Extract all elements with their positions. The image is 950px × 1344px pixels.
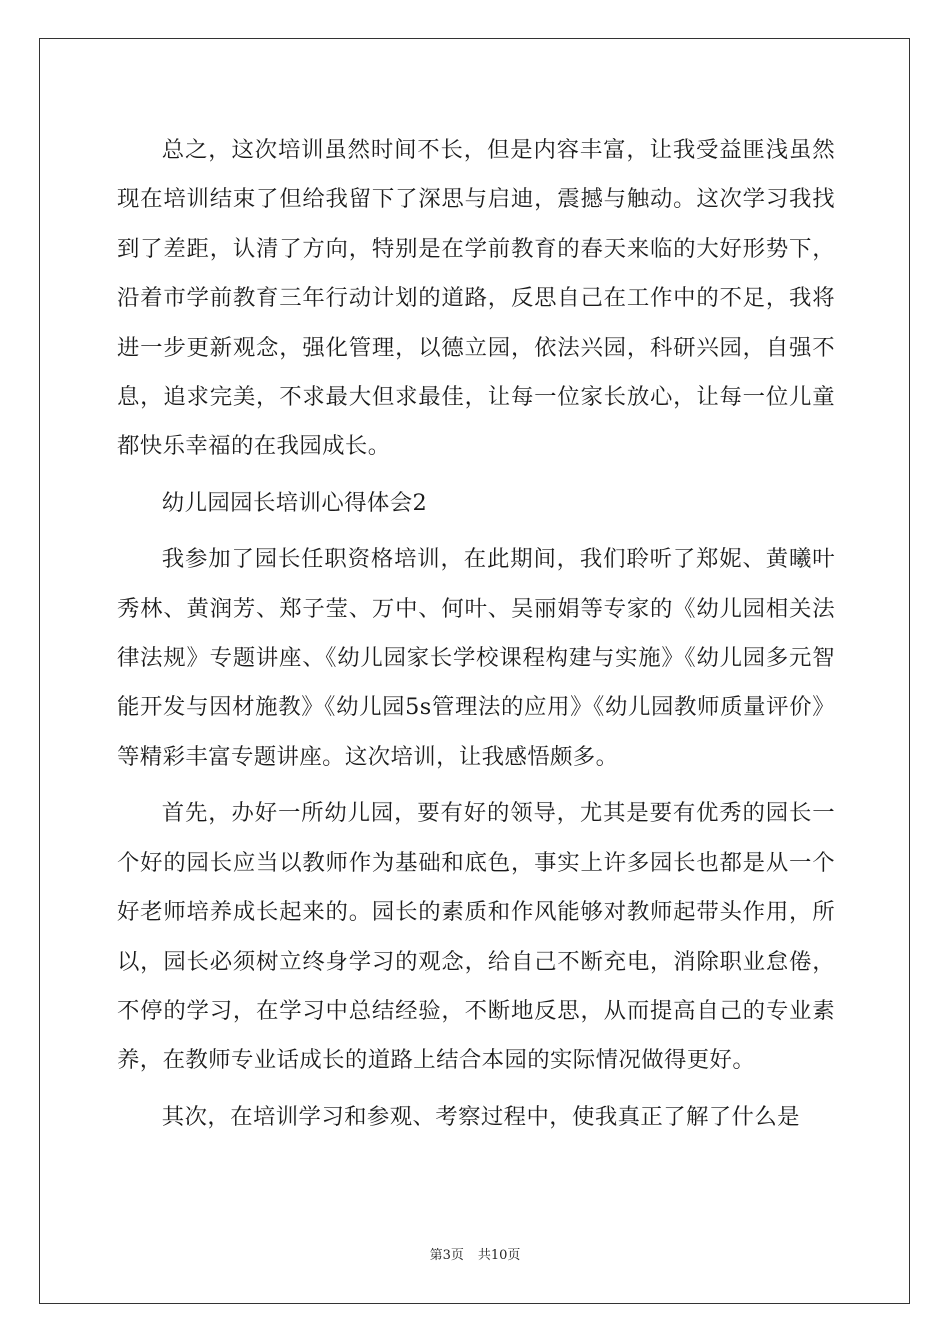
document-body <box>117 126 835 1142</box>
section-heading: 幼儿园园长培训心得体会2 <box>161 489 428 516</box>
paragraph-second-point: 其次，在培训学习和参观、考察过程中，使我真正了解了什么是 <box>161 1103 800 1130</box>
page-total: 共10页 <box>477 1248 521 1263</box>
paragraph-conclusion: 总之，这次培训虽然时间不长，但是内容丰富，让我受益匪浅虽然现在培训结束了但给我留下了深思与启迪，震撼与触动。这次学习我找到了差距，认清了方向，特别是在学前教育的春天来临的大好形势下，沿着市学前教育三年行动计划的道路，反思自己在工作中的不足，我将进一步更新观念，强化管理，以德立园，依法兴园，科研兴园，自强不息，追求完美，不求最大但求最佳，让每一位家长放心，让每一位儿童都快乐幸福的在我园成长。 <box>117 137 835 460</box>
page-number: 第3页 <box>429 1248 464 1263</box>
paragraph-training-intro: 我参加了园长任职资格培训，在此期间，我们聆听了郑妮、黄曦叶秀林、黄润芳、郑子莹、万中、何叶、吴丽娟等专家的《幼儿园相关法律法规》专题讲座、《幼儿园家长学校课程构建与实施》《幼儿园多元智能开发与因材施教》《幼儿园5s管理法的应用》《幼儿园教师质量评价》等精彩丰富专题讲座。这次培训，让我感悟颇多。 <box>117 546 835 770</box>
paragraph-first-point: 首先，办好一所幼儿园，要有好的领导，尤其是要有优秀的园长一个好的园长应当以教师作为基础和底色，事实上许多园长也都是从一个好老师培养成长起来的。园长的素质和作风能够对教师起带头作用，所以，园长必须树立终身学习的观念，给自己不断充电，消除职业怠倦，不停的学习，在学习中总结经验，不断地反思，从而提高自己的专业素养，在教师专业话成长的道路上结合本园的实际情况做得更好。 <box>117 800 835 1074</box>
page-footer <box>0 1246 950 1266</box>
